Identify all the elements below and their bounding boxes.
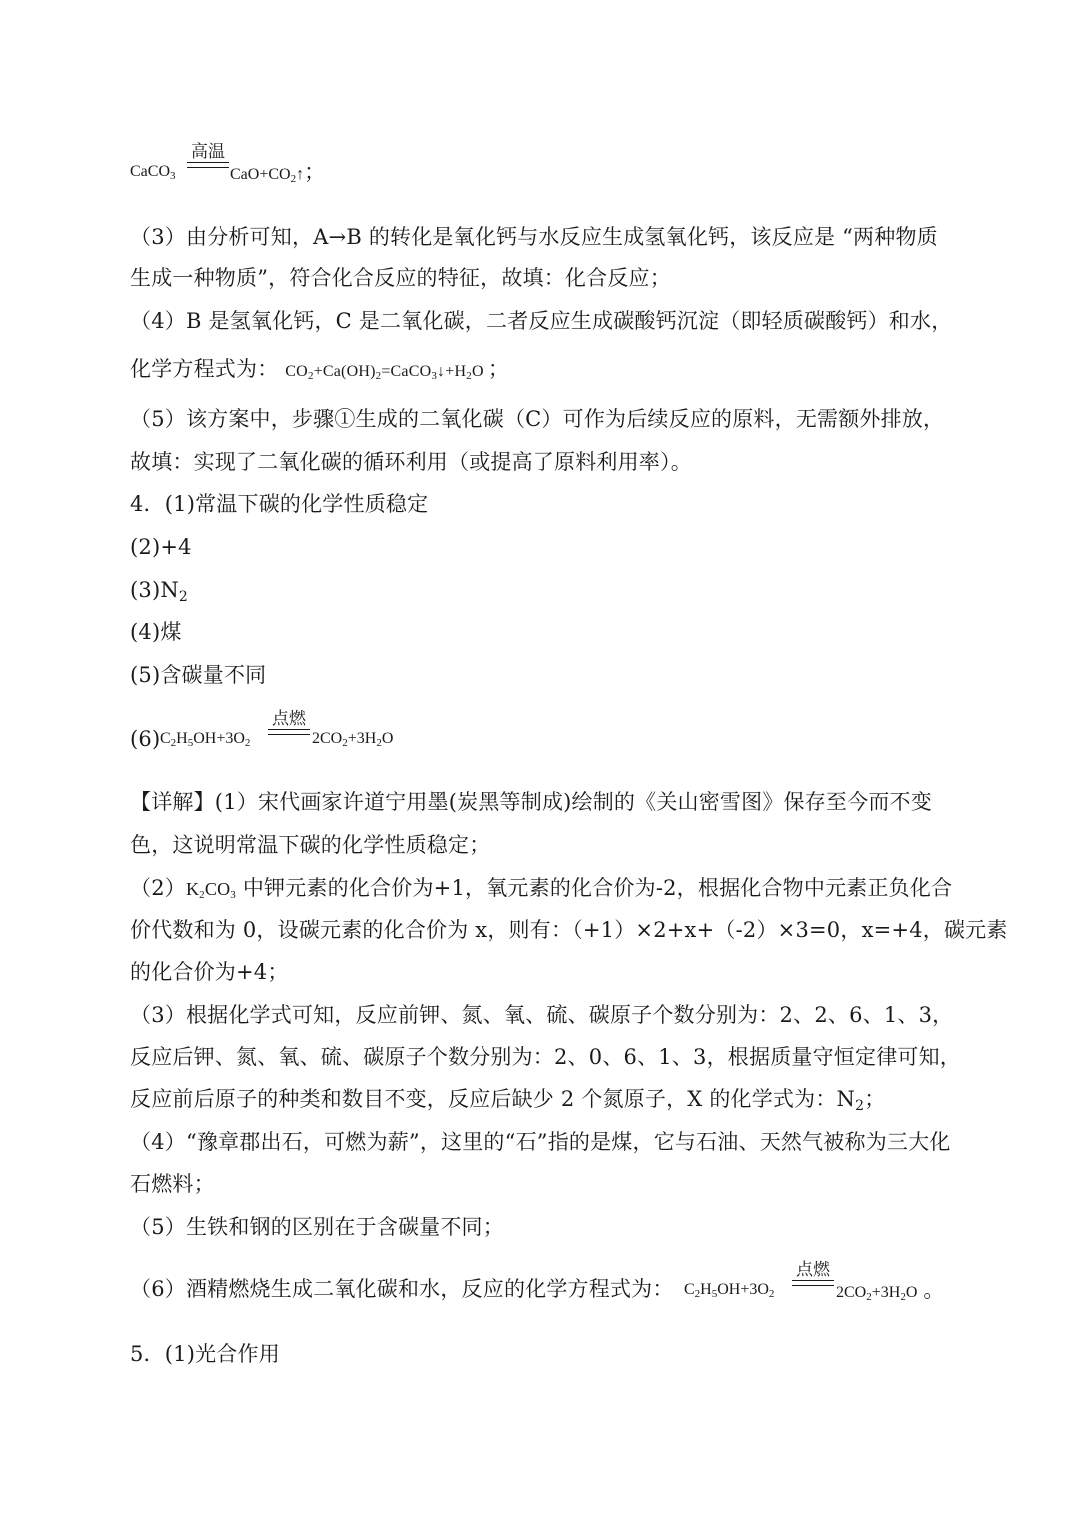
detail-2-line-1: $(2)K_2CO_3$ 中钾元素的化合价为+1，氧元素的化合价为-2，根据化合物中元素正负化合 — [130, 876, 953, 901]
detail-3-line-1: （3）根据化学式可知，反应前钾、氮、氧、硫、碳原子个数分别为：2、2、6、1、3， — [130, 1003, 954, 1027]
q4-answer-4: (4)煤 — [130, 620, 182, 644]
detail-4-line-1: （4）“豫章郡出石，可燃为薪”，这里的“石”指的是煤，它与石油、天然气被称为三大化 — [130, 1130, 951, 1154]
eq-detail-condition-text: 点燃 — [796, 1260, 830, 1280]
para-4-prefix: 化学方程式为： — [130, 357, 279, 381]
para-5-line-1: （5）该方案中，步骤①生成的二氧化碳（C）可作为后续反应的原料，无需额外排放， — [130, 407, 945, 431]
q4-answer-1: 4．(1)常温下碳的化学性质稳定 — [130, 492, 429, 516]
eq1-condition-text: 高温 — [191, 142, 225, 162]
para-4-line-2 — [130, 355, 509, 383]
eq-detail-condition — [792, 1261, 834, 1286]
equation-ethanol-combustion-detail: $C_2H_5OH+3O_2$ 点燃 $2CO_2+3H_2O$ 。 — [684, 1260, 945, 1303]
q5-answer-1: 5．(1)光合作用 — [130, 1342, 280, 1366]
detail-2-line-2: 价代数和为 0，设碳元素的化合价为 x，则有：（+1）×2+x+（-2）×3=0，x=+4，碳元素 — [130, 918, 1008, 942]
eq-ethanol-equals-bar — [268, 729, 310, 735]
para-3-line-1: （3）由分析可知，A→B 的转化是氧化钙与水反应生成氢氧化钙，该反应是 “两种物质 — [130, 225, 938, 249]
eq-ethanol-condition — [268, 710, 310, 735]
para-4-tail: ； — [487, 357, 510, 381]
para-5-line-2: 故填：实现了二氧化碳的循环利用（或提高了原料利用率）。 — [130, 450, 692, 474]
eq-ethanol-condition-text: 点燃 — [272, 709, 306, 729]
detail-2-line-3: 的化合价为+4； — [130, 960, 289, 984]
para-4-line-1: （4）B 是氢氧化钙，C 是二氧化碳，二者反应生成碳酸钙沉淀（即轻质碳酸钙）和水， — [130, 309, 953, 333]
eq1-condition — [187, 143, 229, 168]
detail-1-line-1: 【详解】(1）宋代画家许道宁用墨(炭黑等制成)绘制的《关山密雪图》保存至今而不变 — [130, 790, 932, 814]
detail-6-tail: 。 — [923, 1278, 945, 1302]
formula-k2co3: $K_2CO_3$ — [185, 879, 236, 901]
eq-detail-equals-bar — [792, 1280, 834, 1286]
q4-answer-2: (2)+4 — [130, 535, 192, 559]
detail-5-line-1: （5）生铁和钢的区别在于含碳量不同； — [130, 1215, 504, 1239]
equation-co2-limewater: $CO_2+Ca(OH)_2=CaCO_3↓+H_2O$ — [285, 363, 484, 382]
eq1-equals-bar — [187, 162, 229, 168]
detail-1-line-2: 色，这说明常温下碳的化学性质稳定； — [130, 833, 491, 857]
q4-answer-5: (5)含碳量不同 — [130, 663, 267, 687]
q4-answer-6-prefix: (6) — [130, 727, 161, 751]
q4-answer-3: $(3)N_2$ — [130, 578, 189, 605]
para-3-line-2: 生成一种物质”，符合化合反应的特征，故填：化合反应； — [130, 266, 671, 290]
equation-caco3-decomposition — [130, 142, 350, 190]
detail-3-line-3: 反应前后原子的种类和数目不变，反应后缺少 2 个氮原子，X 的化学式为：$N_2$； — [130, 1087, 886, 1114]
q4-answer-6 — [130, 725, 160, 753]
detail-3-line-2: 反应后钾、氮、氧、硫、碳原子个数分别为：2、0、6、1、3，根据质量守恒定律可知， — [130, 1045, 962, 1069]
eq1-right: $CaO+CO_2↑$； — [230, 160, 326, 185]
equation-ethanol-combustion: $C_2H_5OH+3O_2$ 点燃 $2CO_2+3H_2O$ — [160, 709, 394, 749]
detail-6-line-1: （6）酒精燃烧生成二氧化碳和水，反应的化学方程式为： — [130, 1277, 674, 1301]
eq1-left: CaCO$_3$ — [130, 163, 176, 182]
detail-4-line-2: 石燃料； — [130, 1172, 215, 1196]
